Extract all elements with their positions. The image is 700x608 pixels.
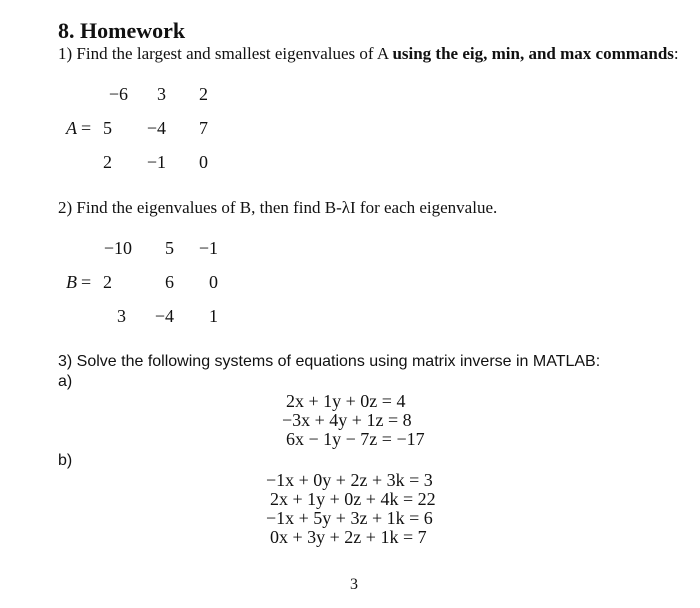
- question-3: 3) Solve the following systems of equations using matrix inverse in MATLAB:: [58, 353, 601, 370]
- part-a-label: a): [58, 373, 73, 390]
- system-a-equation: 2x + 1y + 0z = 4: [286, 391, 406, 411]
- matrix-b-cell: 6: [165, 272, 174, 292]
- part-b-label: b): [58, 452, 73, 469]
- question-1-suffix: :: [673, 44, 679, 63]
- matrix-b-cell: 5: [165, 238, 174, 258]
- matrix-b-cell: −4: [154, 306, 174, 326]
- matrix-a-cell: 5: [103, 118, 112, 138]
- matrix-b-cell: 0: [209, 272, 218, 292]
- page-number: 3: [350, 576, 358, 593]
- matrix-a-label: A: [66, 118, 77, 138]
- matrix-b-equals: =: [81, 272, 92, 292]
- matrix-a: [80, 84, 220, 184]
- matrix-a-cell: 2: [199, 84, 208, 104]
- matrix-a-cell: 7: [199, 118, 208, 138]
- matrix-a-cell: −1: [146, 152, 166, 172]
- matrix-a-cell: −6: [108, 84, 128, 104]
- system-a-equation: 6x − 1y − 7z = −17: [286, 429, 425, 449]
- question-1: [58, 44, 679, 64]
- question-1-text: 1) Find the largest and smallest eigenvalues of A: [58, 44, 393, 63]
- matrix-b-cell: 3: [117, 306, 126, 326]
- system-b-equation: −1x + 5y + 3z + 1k = 6: [266, 508, 433, 528]
- system-a-equation: −3x + 4y + 1z = 8: [282, 410, 412, 430]
- matrix-b-cell: 1: [209, 306, 218, 326]
- system-b-equation: 0x + 3y + 2z + 1k = 7: [270, 527, 427, 547]
- matrix-b-label: B: [66, 272, 77, 292]
- matrix-a-cell: 3: [157, 84, 166, 104]
- matrix-a-equals: =: [81, 118, 92, 138]
- question-2: 2) Find the eigenvalues of B, then find B-λI for each eigenvalue.: [58, 198, 498, 217]
- matrix-a-cell: 0: [199, 152, 208, 172]
- matrix-a-cell: −4: [146, 118, 166, 138]
- matrix-b-cell: −1: [198, 238, 218, 258]
- matrix-a-cell: 2: [103, 152, 112, 172]
- matrix-b: [80, 238, 230, 338]
- page-title: 8. Homework: [58, 18, 186, 43]
- system-b-equation: 2x + 1y + 0z + 4k = 22: [270, 489, 436, 509]
- question-1-bold-text: using the eig, min, and max commands: [392, 44, 674, 63]
- matrix-b-cell: 2: [103, 272, 112, 292]
- matrix-b-cell: −10: [103, 238, 132, 258]
- system-b-equation: −1x + 0y + 2z + 3k = 3: [266, 470, 433, 490]
